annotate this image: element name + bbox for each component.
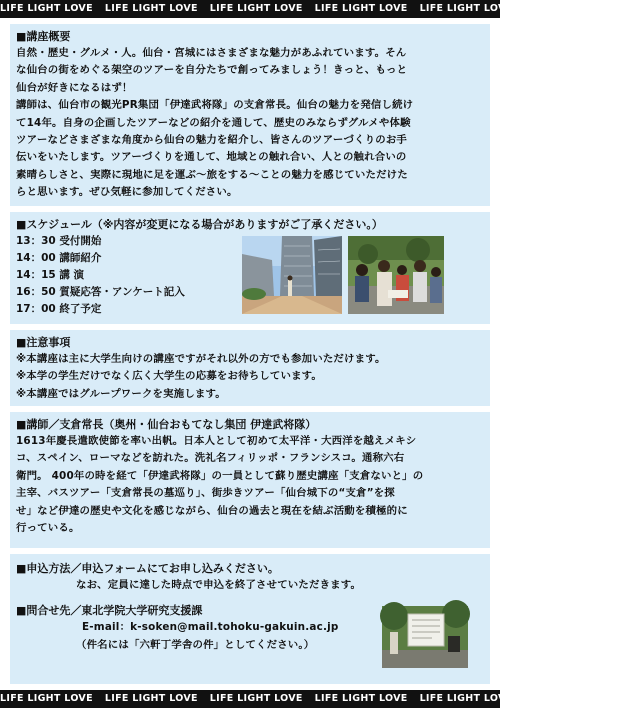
notes-section: [10, 330, 490, 406]
lecturer-section: [10, 412, 490, 548]
lecturer-line: せ」など伊達の歴史や文化を感じながら、仙台の過去と現在を結ぶ活動を積極的に: [16, 504, 408, 517]
overview-line: 仙台が好きになるはず！: [16, 81, 133, 94]
notes-line: ※本学の学生だけでなく広く大学生の応募をお待ちしています。: [16, 370, 323, 383]
notes-line: ※本講座ではグループワークを実施します。: [16, 387, 226, 400]
lecturer-heading: ■講師／支倉常長（奥州・仙台おもてなし集団 伊達武将隊）: [16, 418, 317, 431]
overview-line: 講師は、仙台市の観光PR集団「伊達武将隊」の支倉常長。仙台の魅力を発信し続け: [16, 99, 414, 112]
banner-text: LIFE LIGHT LOVE: [104, 693, 198, 704]
banner-text: LIFE LIGHT LOVE: [104, 3, 198, 14]
contact-email[interactable]: E-mail：k-soken@mail.tohoku-gakuin.ac.jp: [82, 621, 339, 634]
overview-line: らと思います。ぜひ気軽に参加してください。: [16, 186, 238, 199]
notes-line: ※本講座は主に大学生向けの講座ですがそれ以外の方でも参加いただけます。: [16, 353, 386, 365]
schedule-item: 17：00 終了予定: [16, 303, 102, 315]
banner-text: LIFE LIGHT LOVE: [314, 3, 408, 14]
overview-line: て14年。自身の企画したツアーなどの紹介を通して、歴史のみならずグルメや体験: [16, 116, 411, 129]
overview-section: [10, 24, 490, 206]
notes-heading: ■注意事項: [16, 336, 71, 349]
banner-text: LIFE LIGHT LOVE: [0, 3, 93, 14]
banner-text: LIFE LIGHT LOVE: [419, 3, 513, 14]
signboard-photo: [382, 606, 468, 668]
schedule-item: 16：50 質疑応答・アンケート記入: [16, 286, 185, 298]
schedule-item: 14：15 講 演: [16, 269, 85, 281]
contact-subject: （件名には「六軒丁学舎の件」としてください。）: [76, 638, 315, 651]
overview-line: 伝いをいたします。ツアーづくりを通して、地域との触れ合い、人との触れ合いの: [16, 151, 407, 164]
group-photo: [348, 236, 444, 314]
overview-line: な仙台の街をめぐる架空のツアーを自分たちで創ってみましょう！きっと、もっと: [16, 64, 408, 77]
banner-text: LIFE LIGHT LOVE: [209, 693, 303, 704]
lecturer-line: 1613年慶長遣欧使節を率い出帆。日本人として初めて太平洋・大西洋を越えメキシ: [16, 435, 417, 447]
bottom-banner: [0, 690, 618, 708]
banner-text: LIFE LIGHT LOVE: [0, 693, 93, 704]
group-photo-image: [348, 236, 444, 314]
lecturer-line: 衛門。 400年の時を経て「伊達武将隊」の一員として蘇り歴史講座「支倉ないと」の: [16, 469, 424, 482]
banner-text: LIFE LIGHT LOVE: [524, 693, 618, 704]
street-photo: [242, 236, 342, 314]
lecturer-line: コ、スペイン、ローマなどを訪れた。洗礼名フィリッポ・フランシスコ。通称六右: [16, 452, 405, 465]
banner-text: LIFE LIGHT LOVE: [314, 693, 408, 704]
schedule-heading: ■スケジュール（※内容が変更になる場合がありますがご了承ください。）: [16, 218, 383, 231]
overview-heading: ■講座概要: [16, 30, 71, 43]
overview-line: ツアーなどさまざまな角度から仙台の魅力を紹介し、皆さんのツアーづくりのお手: [16, 134, 408, 147]
lecturer-line: 行っている。: [16, 522, 80, 535]
street-photo-image: [242, 236, 342, 314]
apply-heading: ■申込方法／申込フォームにてお申し込みください。: [16, 562, 279, 575]
overview-line: 素晴らしさと、実際に現地に足を運ぶ～旅をする～ことの魅力を感じていただけた: [16, 168, 408, 181]
signboard-photo-image: [382, 606, 468, 668]
banner-text: LIFE LIGHT LOVE: [209, 3, 303, 14]
overview-line: 自然・歴史・グルメ・人。仙台・宮城にはさまざまな魅力があふれています。そん: [16, 47, 407, 59]
apply-note: なお、定員に達した時点で申込を終了させていただきます。: [76, 579, 362, 591]
schedule-item: 14：00 講師紹介: [16, 252, 102, 264]
banner-text: LIFE LIGHT LOVE: [419, 693, 513, 704]
top-banner: [0, 0, 618, 18]
banner-text: LIFE LIGHT LOVE: [524, 3, 618, 14]
schedule-item: 13：30 受付開始: [16, 235, 102, 247]
lecturer-line: 主宰、バスツアー「支倉常長の墓巡り」、街歩きツアー「仙台城下の“支倉”を探: [16, 487, 395, 500]
contact-heading: ■問合せ先／東北学院大学研究支援課: [16, 604, 203, 618]
